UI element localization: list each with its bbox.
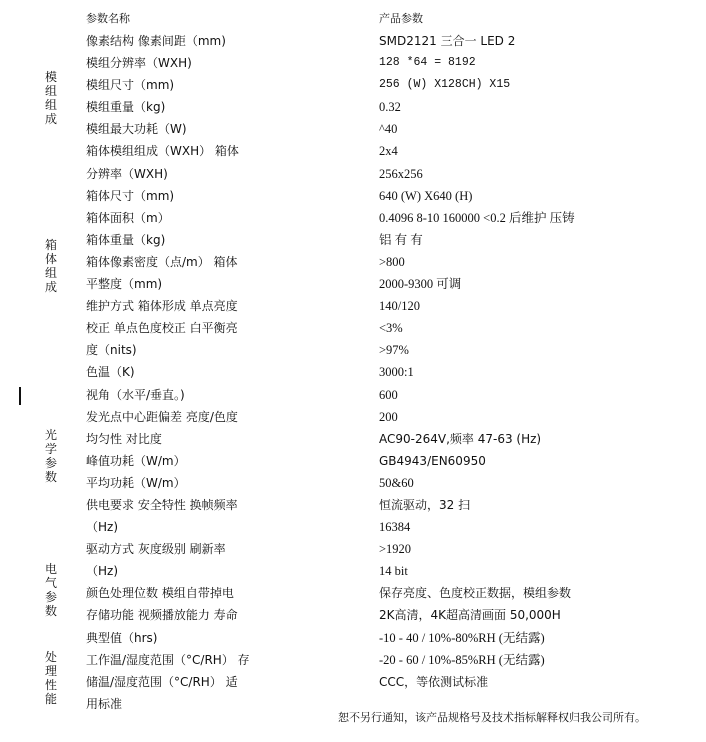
category-char: 组 (44, 98, 57, 112)
param-value: 600 (379, 387, 398, 402)
category-char: 学 (44, 442, 57, 456)
param-name: 颜色处理位数 模组自带掉电 (86, 586, 234, 601)
param-value: 铝 有 有 (379, 232, 423, 247)
footer-note: 恕不另行通知，该产品规格号及技术指标解释权归我公司所有。 (338, 711, 646, 724)
param-name: 箱体尺寸（mm) (86, 188, 175, 203)
category-char: 参 (44, 590, 57, 604)
param-name: 平整度（mm) (86, 277, 163, 292)
category-char: 参 (44, 456, 57, 470)
param-name: 驱动方式 灰度级别 刷新率 (86, 542, 226, 557)
param-value: 50&60 (379, 475, 414, 490)
param-value: 2000-9300 可调 (379, 277, 462, 292)
param-value: AC90-264V,频率 47-63 (Hz) (379, 431, 542, 446)
param-value: >800 (379, 254, 405, 269)
param-value: 128 *64 = 8192 (379, 56, 476, 70)
category-processing (44, 650, 58, 706)
param-name: （Hz) (86, 520, 119, 535)
param-value: CCC，等依测试标准 (379, 674, 489, 689)
category-char: 数 (44, 470, 57, 484)
category-electrical (44, 562, 58, 618)
param-value: 14 bit (379, 564, 408, 579)
category-char: 理 (44, 664, 57, 678)
param-name: 供电要求 安全特性 换帧频率 (86, 497, 238, 512)
param-name: 模组尺寸（mm) (86, 78, 175, 93)
param-name: 平均功耗（W/m） (86, 475, 186, 490)
param-value-column (379, 30, 699, 715)
param-value: >1920 (379, 542, 412, 557)
param-value: -20 - 60 / 10%-85%RH (无结露) (379, 652, 545, 667)
param-name: 箱体像素密度（点/m） 箱体 (86, 254, 238, 269)
param-name: 峰值功耗（W/m） (86, 453, 186, 468)
param-name: 箱体面积（m） (86, 210, 170, 225)
param-value: 2x4 (379, 144, 398, 159)
category-char: 能 (44, 692, 57, 706)
param-name: 箱体重量（kg) (86, 232, 166, 247)
param-name: 工作温/湿度范围（°C/RH） 存 (86, 652, 250, 667)
param-value: <3% (379, 321, 403, 336)
param-name: 模组重量（kg) (86, 100, 166, 115)
param-value: 2K高清，4K超高清画面 50,000H (379, 608, 561, 623)
category-char: 体 (44, 252, 57, 266)
param-value: 140/120 (379, 299, 420, 314)
param-value: 0.4096 8-10 160000 <0.2 后维护 压铸 (379, 210, 575, 225)
category-char: 成 (44, 280, 57, 294)
category-char: 成 (44, 112, 57, 126)
category-char: 光 (44, 428, 57, 442)
param-value: 256x256 (379, 166, 423, 181)
category-char: 组 (44, 84, 57, 98)
param-name: 典型值（hrs) (86, 630, 158, 645)
param-value: 保存亮度、色度校正数据，模组参数 (379, 586, 572, 601)
header-param-name: 参数名称 (86, 12, 130, 25)
param-value: 16384 (379, 520, 411, 535)
category-char: 模 (44, 70, 57, 84)
param-name: 色温（K) (86, 365, 135, 380)
param-name: 储温/湿度范围（°C/RH） 适 (86, 674, 238, 689)
param-name: 视角（水平/垂直。) (86, 387, 185, 402)
param-value: 3000:1 (379, 365, 414, 380)
param-value: GB4943/EN60950 (379, 453, 486, 468)
category-optical (44, 428, 58, 484)
param-name: 分辨率（WXH) (86, 166, 168, 181)
param-name: 模组最大功耗（W) (86, 122, 187, 137)
param-value: -10 - 40 / 10%-80%RH (无结露) (379, 630, 545, 645)
param-value: >97% (379, 343, 409, 358)
category-char: 处 (44, 650, 57, 664)
param-name: 用标准 (86, 696, 123, 711)
param-name-column (86, 30, 356, 715)
param-name: 发光点中心距偏差 亮度/色度 (86, 409, 238, 424)
param-name: 维护方式 箱体形成 单点亮度 (86, 299, 238, 314)
text-cursor-mark (19, 387, 21, 405)
category-cabinet (44, 238, 58, 294)
param-name: 箱体模组组成（WXH） 箱体 (86, 144, 239, 159)
param-value: SMD2121 三合一 LED 2 (379, 34, 516, 48)
param-value: 恒流驱动，32 扫 (379, 497, 471, 512)
param-value: 640 (W) X640 (H) (379, 188, 473, 203)
category-char: 数 (44, 604, 57, 618)
category-char: 性 (44, 678, 57, 692)
param-name: 模组分辨率（WXH) (86, 56, 192, 71)
param-value: ^40 (379, 122, 398, 137)
category-module (44, 70, 58, 126)
category-char: 气 (44, 576, 57, 590)
category-char: 电 (44, 562, 57, 576)
param-name: 像素结构 像素间距（mm) (86, 34, 226, 48)
header-product-param: 产品参数 (379, 12, 423, 25)
param-name: （Hz) (86, 564, 119, 579)
param-value: 0.32 (379, 100, 401, 115)
param-name: 均匀性 对比度 (86, 431, 162, 446)
param-name: 存储功能 视频播放能力 寿命 (86, 608, 238, 623)
param-value: 256 (W) X128CH) X15 (379, 78, 511, 92)
param-name: 度（nits) (86, 343, 137, 358)
param-name: 校正 单点色度校正 白平衡亮 (86, 321, 238, 336)
category-char: 箱 (44, 238, 57, 252)
param-value: 200 (379, 409, 398, 424)
category-char: 组 (44, 266, 57, 280)
